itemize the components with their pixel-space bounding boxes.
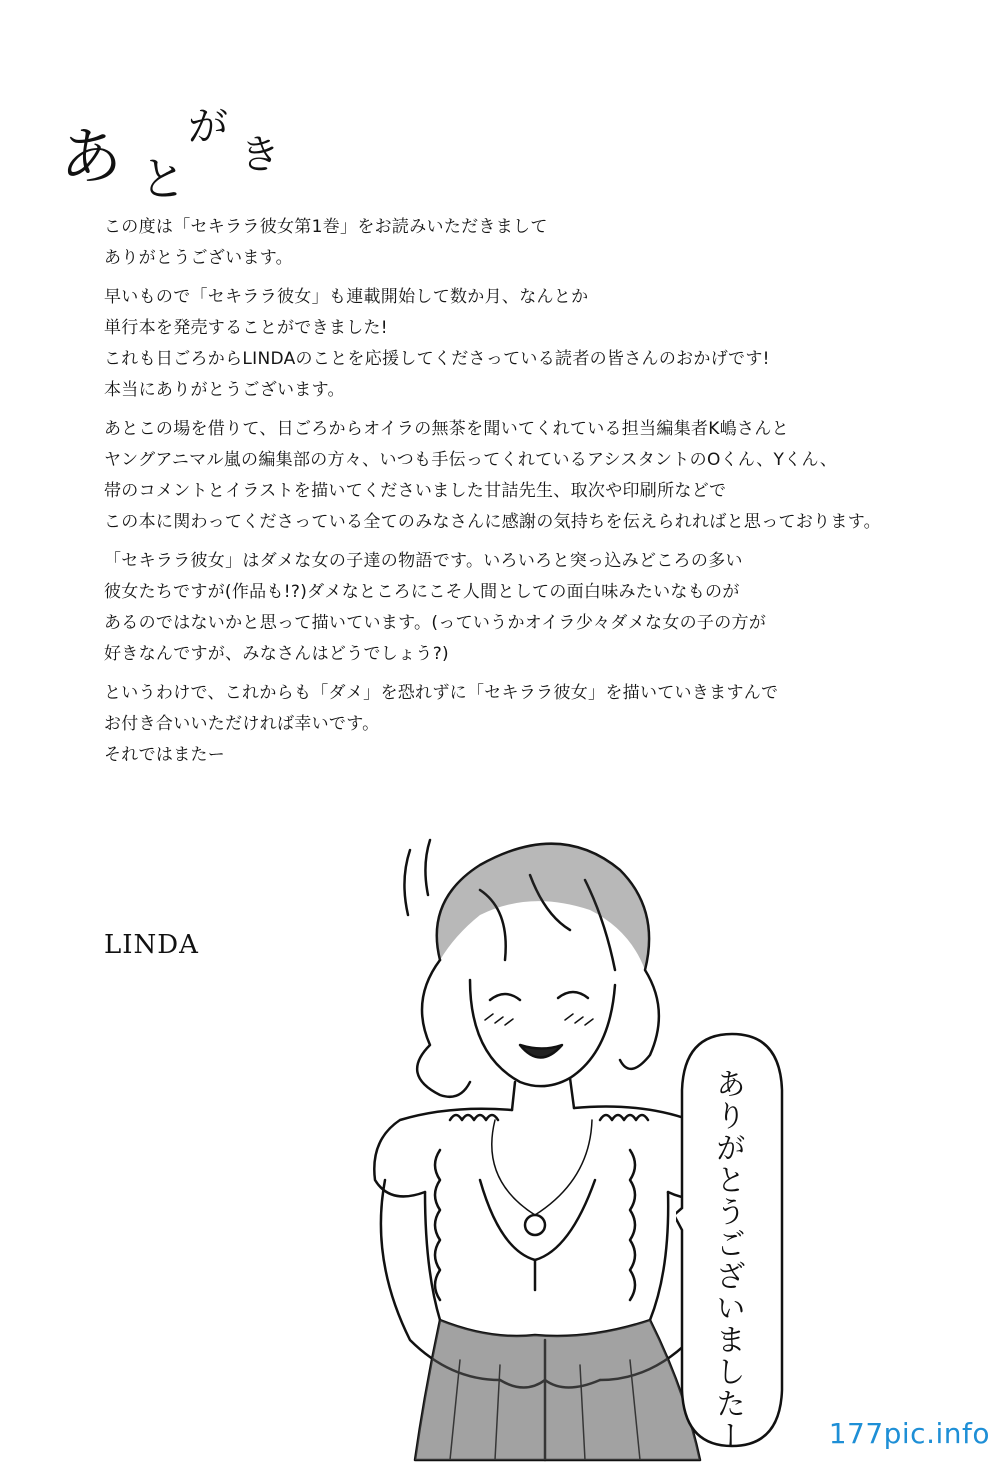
title-char: き — [240, 132, 280, 178]
paragraph — [104, 546, 984, 670]
paragraph — [104, 414, 984, 538]
watermark: 177pic.info — [828, 1417, 990, 1450]
speech-bubble-text: ありがとうございましたー — [710, 1068, 745, 1452]
title-char: が — [188, 104, 228, 150]
title-char: と — [140, 152, 186, 206]
afterword-body — [104, 212, 984, 779]
text-line: あとこの場を借りて、日ごろからオイラの無茶を聞いてくれている担当編集者K嶋さんと — [104, 419, 789, 439]
text-line: 「セキララ彼女」はダメな女の子達の物語です。いろいろと突っ込みどころの多い — [104, 551, 743, 571]
text-line: 単行本を発売することができました! — [104, 318, 388, 338]
text-line: ヤングアニマル嵐の編集部の方々、いつも手伝ってくれているアシスタントのOくん、Yくん、 — [104, 450, 838, 470]
text-line: というわけで、これからも「ダメ」を恐れずに「セキララ彼女」を描いていきますんで — [104, 683, 779, 703]
paragraph — [104, 282, 984, 406]
text-line: それではまたー — [104, 745, 226, 765]
text-line: 好きなんですが、みなさんはどうでしょう?) — [104, 644, 449, 664]
text-line: ありがとうございます。 — [104, 248, 293, 268]
paragraph — [104, 678, 984, 771]
page-title — [60, 95, 320, 205]
author-signature: LINDA — [104, 930, 199, 960]
text-line: この本に関わってくださっている全てのみなさんに感謝の気持ちを伝えられればと思っております。 — [104, 512, 881, 532]
paragraph — [104, 212, 984, 274]
text-line: 早いもので「セキララ彼女」も連載開始して数か月、なんとか — [104, 287, 589, 307]
text-line: これも日ごろからLINDAのことを応援してくださっている読者の皆さんのおかげです! — [104, 349, 770, 369]
text-line: 本当にありがとうございます。 — [104, 380, 345, 400]
text-line: この度は「セキララ彼女第1巻」をお読みいただきまして — [104, 217, 548, 237]
title-char: あ — [60, 120, 123, 193]
text-line: あるのではないかと思って描いています。(っていうかオイラ少々ダメな女の子の方が — [104, 613, 767, 633]
text-line: 帯のコメントとイラストを描いてくださいました甘詰先生、取次や印刷所などで — [104, 481, 727, 501]
text-line: 彼女たちですが(作品も!?)ダメなところにこそ人間としての面白味みたいなものが — [104, 582, 740, 602]
text-line: お付き合いいただければ幸いです。 — [104, 714, 380, 734]
